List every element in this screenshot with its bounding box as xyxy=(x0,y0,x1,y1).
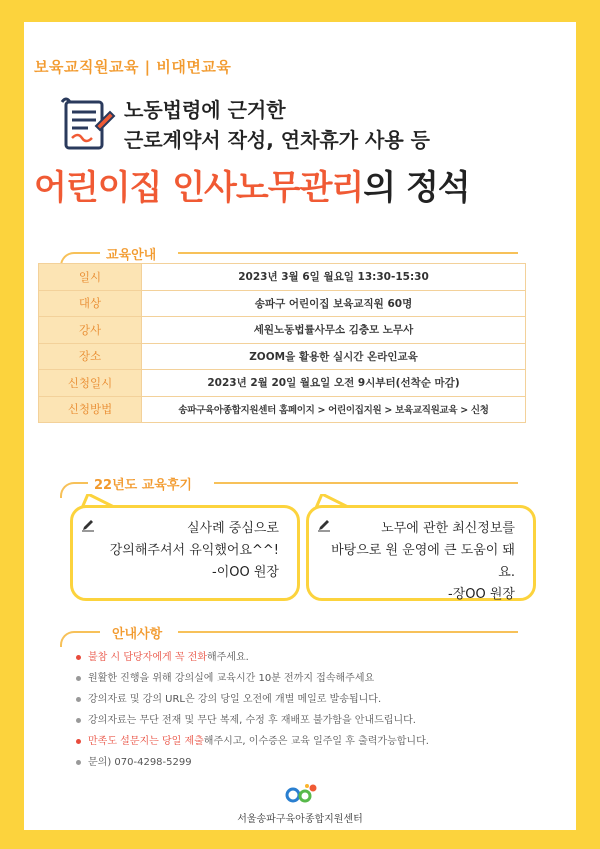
row-value: ZOOM을 활용한 실시간 온라인교육 xyxy=(142,343,526,370)
table-row xyxy=(39,343,526,370)
center-logo-icon xyxy=(285,782,319,804)
notice-text: 강의자료는 무단 전재 및 무단 복제, 수정 후 재배포 불가함을 안내드립니다. xyxy=(88,715,416,726)
section-divider xyxy=(74,482,88,484)
main-title-rest: 의 정석 xyxy=(363,168,470,208)
list-item xyxy=(88,672,429,693)
review-line-2: 바탕으로 원 운영에 큰 도움이 돼요. xyxy=(331,543,515,580)
info-table xyxy=(38,263,526,423)
section-divider xyxy=(214,482,518,484)
category-tag: 보육교직원교육 | 비대면교육 xyxy=(34,58,232,76)
contract-document-icon xyxy=(52,92,116,156)
review-line-2: 강의해주셔서 유익했어요^^! xyxy=(109,543,279,558)
main-title-highlight: 어린이집 인사노무관리 xyxy=(34,168,364,208)
notice-text: 문의) 070-4298-5299 xyxy=(88,757,192,768)
notice-text: 강의자료 및 강의 URL은 강의 당일 오전에 개별 메일로 발송됩니다. xyxy=(88,694,382,705)
row-key: 장소 xyxy=(39,343,142,370)
review-card xyxy=(306,505,536,601)
subtitle-line-2: 근로계약서 작성, 연차휴가 사용 등 xyxy=(124,128,430,152)
review-author: -이OO 원장 xyxy=(212,565,279,580)
notice-highlight: 불참 시 담당자에게 꼭 전화 xyxy=(88,652,207,663)
row-key: 일시 xyxy=(39,264,142,291)
row-value: 2023년 2월 20일 월요일 오전 9시부터(선착순 마감) xyxy=(142,370,526,397)
list-item xyxy=(88,693,429,714)
table-row xyxy=(39,317,526,344)
organization-name: 서울송파구육아종합지원센터 xyxy=(237,814,363,825)
row-value: 세원노동법률사무소 김충모 노무사 xyxy=(142,317,526,344)
table-row xyxy=(39,396,526,423)
notice-list xyxy=(88,651,429,777)
list-item xyxy=(88,756,429,777)
section-label-reviews: 22년도 교육후기 xyxy=(94,478,192,493)
table-row xyxy=(39,290,526,317)
row-key: 대상 xyxy=(39,290,142,317)
list-item xyxy=(88,735,429,756)
section-label-notice: 안내사항 xyxy=(112,627,163,642)
section-divider xyxy=(178,252,518,254)
row-key: 신청일시 xyxy=(39,370,142,397)
notice-highlight: 만족도 설문지는 당일 제출 xyxy=(88,736,204,747)
list-item xyxy=(88,714,429,735)
review-line-1: 실사례 중심으로 xyxy=(186,521,279,536)
subtitle xyxy=(124,95,430,155)
row-value: 2023년 3월 6일 월요일 13:30-15:30 xyxy=(142,264,526,291)
subtitle-line-1: 노동법령에 근거한 xyxy=(124,98,286,122)
review-line-1: 노무에 관한 최신정보를 xyxy=(381,521,515,536)
section-divider xyxy=(178,631,518,633)
notice-text: 원활한 진행을 위해 강의실에 교육시간 10분 전까지 접속해주세요 xyxy=(88,673,375,684)
row-value: 송파구 어린이집 보육교직원 60명 xyxy=(142,290,526,317)
main-title xyxy=(34,160,470,209)
section-label-info: 교육안내 xyxy=(106,248,157,263)
notice-text: 해주세요. xyxy=(206,652,249,663)
review-author: -장OO 원장 xyxy=(448,587,515,602)
row-value: 송파구육아종합지원센터 홈페이지 > 어린이집지원 > 보육교직원교육 > 신청 xyxy=(142,396,526,423)
row-key: 강사 xyxy=(39,317,142,344)
table-row xyxy=(39,264,526,291)
row-key: 신청방법 xyxy=(39,396,142,423)
section-divider xyxy=(74,631,100,633)
section-divider xyxy=(74,252,100,254)
list-item xyxy=(88,651,429,672)
table-row xyxy=(39,370,526,397)
review-card xyxy=(70,505,300,601)
notice-text: 해주시고, 이수증은 교육 일주일 후 출력가능합니다. xyxy=(203,736,429,747)
